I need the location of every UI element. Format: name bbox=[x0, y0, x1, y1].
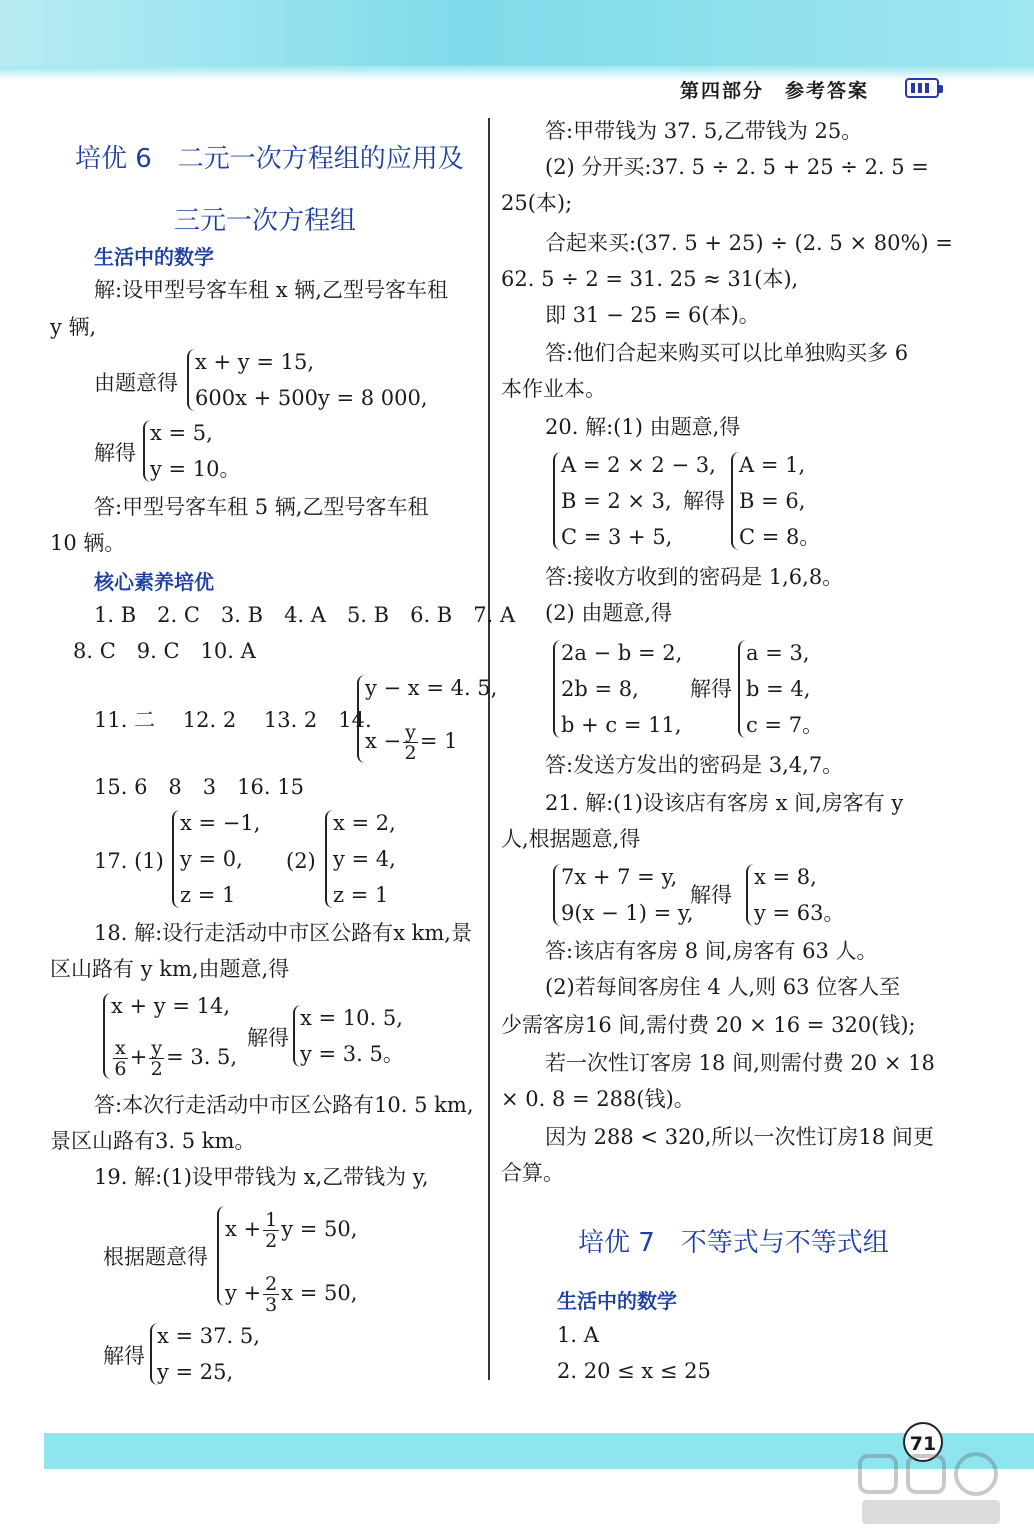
equation-label: 解得 bbox=[690, 677, 732, 701]
equation: $\frac{x}{6}$ + $\frac{y}{2}$ = 3. 5, bbox=[114, 1037, 238, 1080]
equation: C = 8。 bbox=[739, 525, 821, 549]
battery-icon bbox=[905, 78, 939, 98]
equation: x = 8, bbox=[754, 865, 817, 889]
text-line: 答:甲带钱为 37. 5,乙带钱为 25。 bbox=[545, 119, 863, 143]
text-line: 21. 解:(1)设该店有客房 x 间,房客有 y bbox=[545, 791, 904, 815]
equation: x + y = 14, bbox=[111, 994, 230, 1018]
text-line: 少需客房16 间,需付费 20 × 16 = 320(钱); bbox=[501, 1013, 916, 1037]
equation: z = 1 bbox=[180, 883, 236, 907]
text-line: 20. 解:(1) 由题意,得 bbox=[545, 415, 741, 439]
brace bbox=[357, 675, 365, 763]
text-line: 景区山路有3. 5 km。 bbox=[50, 1129, 256, 1153]
text-line: 62. 5 ÷ 2 = 31. 25 ≈ 31(本), bbox=[501, 267, 799, 291]
equation: y = 4, bbox=[333, 847, 396, 871]
equation: b + c = 11, bbox=[561, 713, 682, 737]
text-line: 解:设甲型号客车租 x 辆,乙型号客车租 bbox=[94, 278, 448, 302]
equation: x + y = 15, bbox=[195, 350, 314, 374]
equation: y = 10。 bbox=[150, 457, 241, 481]
text-line: 答:接收方收到的密码是 1,6,8。 bbox=[545, 565, 844, 589]
equation: x − $\frac{y}{2}$ = 1 bbox=[365, 721, 458, 764]
text-line: 合算。 bbox=[501, 1161, 564, 1185]
brace bbox=[187, 349, 195, 411]
equation: x = 5, bbox=[150, 421, 213, 445]
section-header: 第四部分 参考答案 bbox=[680, 80, 870, 102]
equation: C = 3 + 5, bbox=[561, 525, 673, 549]
text-line: 因为 288 < 320,所以一次性订房18 间更 bbox=[545, 1125, 934, 1149]
equation: A = 2 × 2 − 3, bbox=[561, 453, 716, 477]
brace bbox=[553, 452, 561, 550]
brace bbox=[553, 640, 561, 738]
subsection-heading: 生活中的数学 bbox=[557, 1289, 677, 1313]
equation: y = 63。 bbox=[754, 901, 845, 925]
equation: y = 0, bbox=[180, 847, 243, 871]
equation: 9(x − 1) = y, bbox=[561, 901, 694, 925]
answer-line: 2. 20 ≤ x ≤ 25 bbox=[557, 1359, 711, 1383]
equation-label: 解得 bbox=[94, 441, 136, 465]
column-divider bbox=[488, 118, 490, 1380]
section-title-cont: 三元一次方程组 bbox=[174, 206, 357, 236]
subsection-heading: 生活中的数学 bbox=[94, 245, 214, 269]
equation-label: 解得 bbox=[247, 1026, 289, 1050]
subsection-heading: 核心素养培优 bbox=[94, 570, 214, 594]
equation-label: 解得 bbox=[683, 489, 725, 513]
section-title: 培优 6 二元一次方程组的应用及 bbox=[75, 144, 464, 174]
text-line: y 辆, bbox=[50, 315, 97, 339]
equation: x = 10. 5, bbox=[300, 1006, 403, 1030]
page-number: 71 bbox=[903, 1422, 943, 1462]
text-line: (2)若每间客房住 4 人,则 63 位客人至 bbox=[545, 975, 901, 999]
equation: x + $\frac{1}{2}$ y = 50, bbox=[225, 1209, 358, 1252]
text-line: 若一次性订客房 18 间,则需付费 20 × 18 bbox=[545, 1051, 935, 1075]
brace bbox=[553, 864, 561, 926]
equation: 7x + 7 = y, bbox=[561, 865, 678, 889]
equation-label: 解得 bbox=[690, 883, 732, 907]
answer-line: 1. A bbox=[557, 1323, 599, 1347]
text-line: 答:发送方发出的密码是 3,4,7。 bbox=[545, 753, 844, 777]
equation-label: 根据题意得 bbox=[103, 1245, 208, 1269]
equation: y + $\frac{2}{3}$ x = 50, bbox=[225, 1273, 358, 1316]
equation: y = 25, bbox=[157, 1360, 234, 1384]
text-line: 18. 解:设行走活动中市区公路有x km,景 bbox=[94, 921, 472, 945]
equation: a = 3, bbox=[746, 641, 810, 665]
text-line: 人,根据题意,得 bbox=[501, 827, 641, 851]
equation: y − x = 4. 5, bbox=[365, 676, 498, 700]
text-line: 即 31 − 25 = 6(本)。 bbox=[545, 303, 760, 327]
brace bbox=[325, 810, 333, 908]
equation-label: (2) bbox=[286, 849, 316, 873]
answer-line: 11. 二 12. 2 13. 2 14. bbox=[94, 708, 372, 732]
brace bbox=[746, 864, 754, 926]
brace bbox=[217, 1206, 225, 1306]
equation: 600x + 500y = 8 000, bbox=[195, 386, 428, 410]
equation: z = 1 bbox=[333, 883, 389, 907]
equation: y = 3. 5。 bbox=[300, 1042, 404, 1066]
equation: 2b = 8, bbox=[561, 677, 639, 701]
brace bbox=[103, 993, 111, 1079]
text-line: 答:该店有客房 8 间,房客有 63 人。 bbox=[545, 939, 878, 963]
equation: x = 2, bbox=[333, 811, 396, 835]
text-line: × 0. 8 = 288(钱)。 bbox=[501, 1087, 695, 1111]
answer-line: 8. C 9. C 10. A bbox=[73, 639, 256, 663]
text-line: (2) 分开买:37. 5 ÷ 2. 5 + 25 ÷ 2. 5 = bbox=[545, 155, 929, 179]
brace bbox=[172, 810, 180, 908]
equation: B = 6, bbox=[739, 489, 806, 513]
brace bbox=[731, 452, 739, 550]
equation: B = 2 × 3, bbox=[561, 489, 672, 513]
equation: x = 37. 5, bbox=[157, 1324, 260, 1348]
text-line: 19. 解:(1)设甲带钱为 x,乙带钱为 y, bbox=[94, 1165, 429, 1189]
header-band bbox=[0, 0, 1034, 66]
equation-label: 解得 bbox=[103, 1344, 145, 1368]
text-line: 25(本); bbox=[501, 191, 573, 215]
equation: b = 4, bbox=[746, 677, 811, 701]
answer-line: 1. B 2. C 3. B 4. A 5. B 6. B 7. A bbox=[94, 603, 516, 627]
equation-label: 由题意得 bbox=[94, 371, 178, 395]
equation: c = 7。 bbox=[746, 713, 824, 737]
equation: x = −1, bbox=[180, 811, 261, 835]
text-line: (2) 由题意,得 bbox=[545, 601, 673, 625]
equation-label: 17. (1) bbox=[94, 849, 164, 873]
text-line: 答:他们合起来购买可以比单独购买多 6 bbox=[545, 341, 909, 365]
section-title: 培优 7 不等式与不等式组 bbox=[578, 1228, 889, 1258]
equation: 2a − b = 2, bbox=[561, 641, 683, 665]
brace bbox=[738, 640, 746, 738]
text-line: 答:甲型号客车租 5 辆,乙型号客车租 bbox=[94, 495, 429, 519]
text-line: 本作业本。 bbox=[501, 377, 606, 401]
answer-line: 15. 6 8 3 16. 15 bbox=[94, 775, 304, 799]
text-line: 答:本次行走活动中市区公路有10. 5 km, bbox=[94, 1093, 474, 1117]
watermark-logo bbox=[856, 1450, 1006, 1530]
equation: A = 1, bbox=[739, 453, 806, 477]
text-line: 10 辆。 bbox=[50, 531, 126, 555]
text-line: 区山路有 y km,由题意,得 bbox=[50, 957, 290, 981]
text-line: 合起来买:(37. 5 + 25) ÷ (2. 5 × 80%) = bbox=[545, 231, 953, 255]
